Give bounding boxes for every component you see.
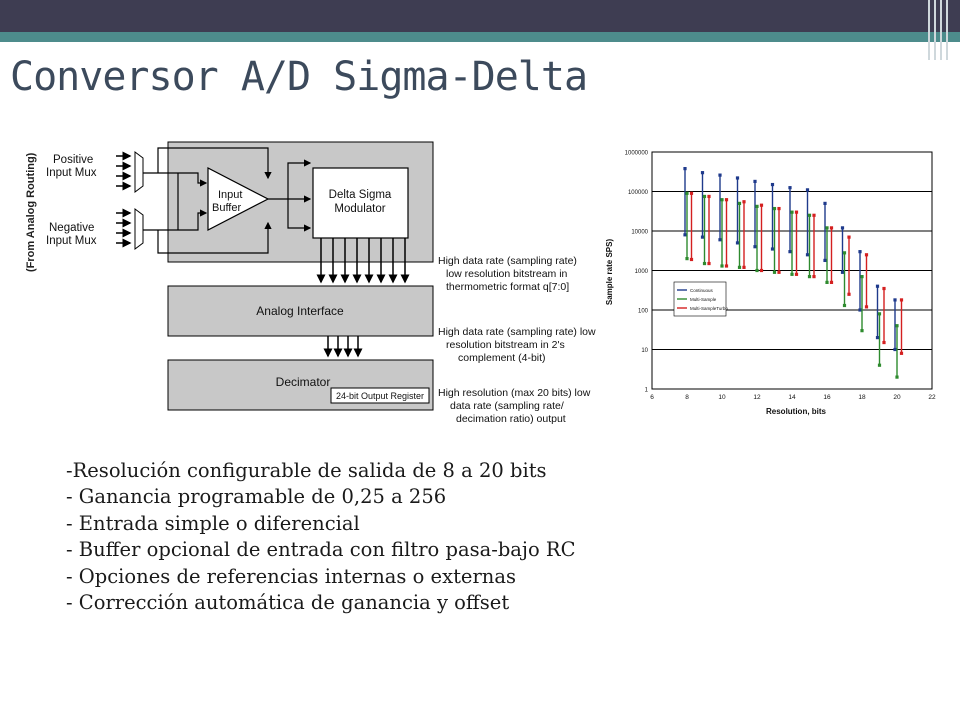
accent-line: [0, 46, 890, 48]
range-marker-bottom: [823, 259, 826, 262]
y-tick-label: 10000: [631, 229, 648, 236]
x-tick-label: 14: [788, 394, 796, 401]
range-marker-top: [878, 312, 881, 315]
note1-line2: low resolution bitstream in: [446, 268, 568, 280]
feature-item: - Ganancia programable de 0,25 a 256: [66, 485, 447, 509]
feature-item: - Corrección automática de ganancia y offset: [66, 591, 510, 615]
range-marker-top: [755, 205, 758, 208]
legend-label: Continuous: [690, 288, 713, 293]
note3-line3: decimation ratio) output: [456, 413, 566, 425]
x-tick-label: 20: [893, 394, 901, 401]
sample-rate-chart: [600, 142, 950, 422]
range-marker-top: [865, 253, 868, 256]
range-marker-top: [771, 183, 774, 186]
range-marker-bottom: [841, 271, 844, 274]
positive-mux-label-1: Positive: [53, 154, 94, 166]
range-marker-bottom: [895, 376, 898, 379]
range-marker-bottom: [825, 281, 828, 284]
range-marker-top: [860, 275, 863, 278]
range-marker-bottom: [900, 352, 903, 355]
positive-mux-label-2: Input Mux: [46, 167, 97, 179]
range-marker-bottom: [788, 250, 791, 253]
range-marker-top: [900, 298, 903, 301]
range-marker-top: [753, 180, 756, 183]
feature-item: - Entrada simple o diferencial: [66, 511, 360, 535]
range-marker-top: [790, 211, 793, 214]
range-marker-bottom: [865, 305, 868, 308]
range-marker-top: [738, 202, 741, 205]
range-marker-top: [882, 287, 885, 290]
range-marker-top: [893, 298, 896, 301]
decimator-label: Decimator: [275, 375, 331, 389]
feature-item: - Opciones de referencias internas o externas: [66, 564, 516, 588]
range-marker-top: [895, 324, 898, 327]
analog-interface-label: Analog Interface: [256, 304, 344, 318]
range-marker-bottom: [878, 364, 881, 367]
y-axis-label: Sample rate SPS): [605, 238, 614, 306]
range-marker-top: [685, 192, 688, 195]
x-tick-label: 8: [685, 394, 689, 401]
range-marker-bottom: [790, 273, 793, 276]
note3-line2: data rate (sampling rate/: [450, 400, 564, 412]
range-marker-top: [742, 200, 745, 203]
x-tick-label: 18: [858, 394, 866, 401]
range-marker-top: [788, 186, 791, 189]
note2-line3: complement (4-bit): [458, 352, 546, 364]
range-marker-bottom: [876, 336, 879, 339]
y-tick-label: 1000: [634, 269, 648, 275]
y-tick-label: 1: [644, 387, 648, 394]
range-marker-bottom: [720, 264, 723, 267]
negative-mux: [116, 209, 143, 249]
range-marker-top: [760, 204, 763, 207]
note2-line2: resolution bitstream in 2's: [446, 339, 565, 351]
range-marker-bottom: [860, 329, 863, 332]
y-tick-label: 100000: [627, 190, 648, 196]
range-marker-bottom: [830, 281, 833, 284]
range-marker-bottom: [755, 269, 758, 272]
range-marker-bottom: [777, 271, 780, 274]
output-register-label: 24-bit Output Register: [335, 391, 425, 401]
range-marker-top: [690, 192, 693, 195]
range-marker-top: [841, 226, 844, 229]
top-bar: [0, 0, 960, 32]
range-marker-top: [808, 214, 811, 217]
buffer-label-1: Input: [218, 189, 243, 201]
range-marker-top: [683, 167, 686, 170]
range-marker-top: [795, 211, 798, 214]
range-marker-top: [843, 251, 846, 254]
modulator-label-2: Modulator: [334, 203, 386, 215]
side-label: (From Analog Routing): [25, 152, 37, 272]
range-marker-top: [823, 202, 826, 205]
note1-line3: thermometric format q[7:0]: [446, 281, 570, 293]
range-marker-bottom: [843, 304, 846, 307]
range-marker-bottom: [753, 245, 756, 248]
feature-list: [66, 458, 576, 616]
range-marker-bottom: [685, 257, 688, 260]
corner-decoration: [928, 0, 950, 60]
x-tick-label: 22: [928, 394, 936, 401]
range-marker-bottom: [847, 293, 850, 296]
feature-item: - Buffer opcional de entrada con filtro pasa-bajo RC: [66, 538, 576, 562]
y-tick-label: 100: [637, 308, 648, 315]
feature-item: -Resolución configurable de salida de 8 a 20 bits: [66, 459, 547, 482]
range-marker-top: [720, 198, 723, 201]
range-marker-bottom: [773, 271, 776, 274]
range-marker-bottom: [771, 247, 774, 250]
range-marker-top: [858, 250, 861, 253]
range-marker-bottom: [742, 266, 745, 269]
slide-title: Conversor A/D Sigma-Delta: [10, 54, 588, 100]
range-marker-top: [773, 207, 776, 210]
range-marker-top: [812, 214, 815, 217]
negative-mux-label-2: Input Mux: [46, 235, 97, 247]
range-marker-bottom: [736, 241, 739, 244]
x-tick-label: 10: [718, 394, 726, 401]
buffer-label-2: Buffer: [212, 202, 242, 214]
range-marker-top: [701, 171, 704, 174]
y-tick-label: 10: [641, 348, 648, 354]
range-marker-bottom: [808, 275, 811, 278]
range-marker-top: [725, 198, 728, 201]
negative-mux-label-1: Negative: [49, 222, 95, 234]
range-marker-top: [806, 188, 809, 191]
range-marker-bottom: [683, 233, 686, 236]
range-marker-bottom: [707, 262, 710, 265]
range-marker-bottom: [725, 264, 728, 267]
x-tick-label: 6: [650, 394, 654, 401]
range-marker-top: [830, 226, 833, 229]
range-marker-bottom: [738, 266, 741, 269]
range-marker-bottom: [701, 236, 704, 239]
y-tick-label: 1000000: [624, 150, 648, 157]
range-marker-bottom: [806, 253, 809, 256]
positive-mux: [116, 152, 143, 192]
x-tick-label: 12: [753, 394, 761, 401]
range-marker-bottom: [703, 262, 706, 265]
range-marker-top: [736, 176, 739, 179]
range-marker-bottom: [858, 308, 861, 311]
range-marker-bottom: [812, 275, 815, 278]
range-marker-top: [718, 174, 721, 177]
legend-label: Multi-Sample: [690, 297, 717, 302]
accent-band: [0, 32, 960, 42]
x-axis-label: Resolution, bits: [766, 407, 826, 416]
range-marker-bottom: [893, 348, 896, 351]
range-marker-top: [847, 236, 850, 239]
legend-label: Multi-SampleTurbo: [690, 306, 728, 311]
range-marker-top: [876, 285, 879, 288]
range-marker-bottom: [718, 238, 721, 241]
modulator-label-1: Delta Sigma: [328, 189, 392, 201]
range-marker-bottom: [690, 258, 693, 261]
range-marker-top: [703, 195, 706, 198]
range-marker-top: [707, 195, 710, 198]
note2-line1: High data rate (sampling rate) low: [438, 326, 596, 338]
range-marker-bottom: [882, 341, 885, 344]
range-marker-bottom: [760, 269, 763, 272]
two-complement-bus: [328, 336, 358, 356]
range-marker-top: [825, 226, 828, 229]
range-marker-bottom: [795, 273, 798, 276]
sigma-delta-block-diagram: [18, 138, 598, 433]
range-marker-top: [777, 207, 780, 210]
note1-line1: High data rate (sampling rate): [438, 255, 577, 267]
x-tick-label: 16: [823, 394, 831, 401]
note3-line1: High resolution (max 20 bits) low: [438, 387, 591, 399]
